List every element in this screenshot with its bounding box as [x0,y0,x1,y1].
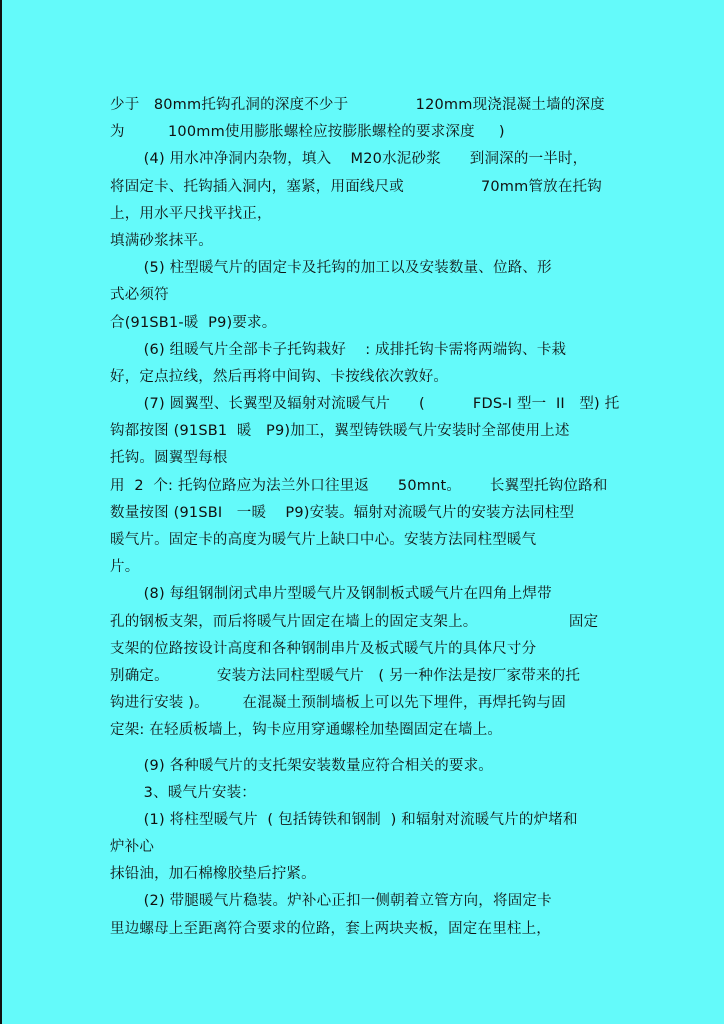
text-line: 里边螺母上至距离符合要求的位路，套上两块夹板，固定在里柱上， [110,920,551,937]
document-body [110,92,626,943]
text-line: 孔的钢板支架，而后将暖气片固定在墙上的固定支架上。 固定 [110,613,599,630]
text-line: 抹铅油，加石棉橡胶垫后拧紧。 [110,866,316,883]
text-line: (7) 圆翼型、长翼型及辐射对流暖气片 ( FDS-I 型一 II 型) 托 [110,396,620,413]
text-line: 式必须符 [110,287,169,304]
text-line: 定架: 在轻质板墙上，钩卡应用穿通螺栓加垫圈固定在墙上。 [110,722,503,739]
text-line: 托钩。圆翼型每根 [110,450,228,467]
text-line: 别确定。 安装方法同柱型暖气片 ( 另一种作法是按厂家带来的托 [110,667,581,684]
text-line: 炉补心 [110,839,155,856]
text-line: 将固定卡、托钩插入洞内，塞紧，用面线尺或 70mm管放在托钩 [110,178,602,195]
text-line: 3、暖气片安装： [110,784,256,801]
text-line: 钩都按图 (91SB1 暖 P9)加工，翼型铸铁暖气片安装时全部使用上述 [110,423,570,440]
text-line: (2) 带腿暖气片稳装。炉补心正扣一侧朝着立管方向，将固定卡 [110,893,552,910]
text-line: (4) 用水冲净洞内杂物，填入 M20水泥砂浆 到洞深的一半时， [110,151,588,168]
text-line: 数量按图 (91SBI 一暖 P9)安装。辐射对流暖气片的安装方法同柱型 [110,504,575,521]
text-line: 钩进行安装 )。 在混凝土预制墙板上可以先下埋件，再焊托钩与固 [110,695,566,712]
text-line: (8) 每组钢制闭式串片型暖气片及钢制板式暖气片在四角上焊带 [110,586,552,603]
text-line: (9) 各种暖气片的支托架安装数量应符合相关的要求。 [110,757,494,774]
text-line: 用 2 个: 托钩位路应为法兰外口往里返 50mnt。 长翼型托钩位路和 [110,477,608,494]
text-line: 为 100mm使用膨胀螺栓应按膨胀螺栓的要求深度 ) [110,124,505,141]
text-line: 暖气片。固定卡的高度为暖气片上缺口中心。安装方法同柱型暖气 [110,532,537,548]
text-line: (5) 柱型暖气片的固定卡及托钩的加工以及安装数量、位路、形 [110,260,552,277]
text-line: (1) 将柱型暖气片 ( 包括铸铁和钢制 ) 和辐射对流暖气片的炉堵和 [110,811,578,828]
text-line: 合(91SB1-暖 P9)要求。 [110,314,277,331]
text-line: 支架的位路按设计高度和各种钢制串片及板式暖气片的具体尺寸分 [110,640,537,657]
text-line: (6) 组暖气片全部卡子托钩栽好 : 成排托钩卡需将两端钩、卡栽 [110,341,567,358]
text-line: 好，定点拉线，然后再将中间钩、卡按线依次敦好。 [110,368,449,385]
text-line: 少于 80mm托钩孔洞的深度不少于 120mm现浇混凝土墙的深度 [110,97,605,113]
text-line: 上，用水平尺找平找正， [110,205,272,222]
text-line: 片。 [110,559,140,576]
text-line: 填满砂浆抹平。 [110,232,213,249]
paragraph-gap [110,745,626,753]
